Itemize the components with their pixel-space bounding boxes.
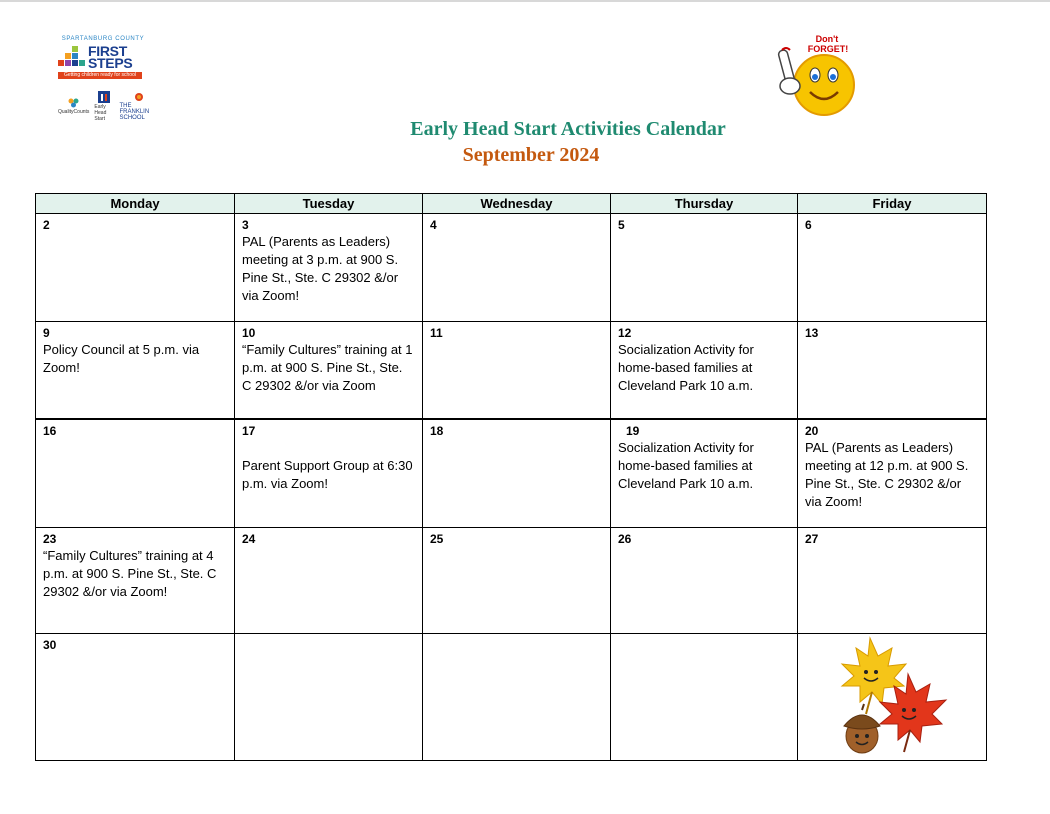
date-number: 11: [430, 326, 443, 340]
calendar-day-cell: [36, 420, 235, 527]
calendar-day-cell: [611, 634, 798, 760]
calendar-day-cell: [798, 634, 986, 760]
calendar-day-cell: [36, 634, 235, 760]
date-number: 27: [805, 532, 819, 546]
event-text: Parent Support Group at 6:30 p.m. via Zoom!: [242, 458, 413, 491]
sticker-text-dont: Don't: [815, 34, 839, 44]
partner-label: THE FRANKLIN SCHOOL: [119, 103, 150, 121]
date-number: 23: [43, 532, 57, 546]
date-number: 24: [242, 532, 256, 546]
calendar-day-cell: [235, 420, 423, 527]
calendar-day-cell: [611, 214, 798, 321]
logo-word-first: FIRST: [88, 43, 127, 59]
calendar-day-cell: [798, 420, 986, 527]
date-number: 3: [242, 218, 249, 232]
event-text: PAL (Parents as Leaders) meeting at 12 p.m. at 900 S. Pine St., Ste. C 29302 &/or via Zoom!: [805, 440, 969, 509]
calendar-week-row: [36, 634, 986, 760]
calendar-day-cell: [423, 420, 611, 527]
franklin-school-logo: [119, 91, 158, 121]
date-number: 17: [242, 424, 256, 438]
calendar-day-cell: [235, 322, 423, 418]
event-text: “Family Cultures” training at 4 p.m. at 900 S. Pine St., Ste. C 29302 &/or via Zoom!: [43, 548, 217, 599]
date-number: 16: [43, 424, 57, 438]
calendar-day-cell: [611, 322, 798, 418]
dont-forget-smiley-icon: [770, 30, 860, 120]
date-number: 4: [430, 218, 437, 232]
calendar-day-cell: [235, 528, 423, 633]
date-number: 20: [805, 424, 819, 438]
logo-county-text: SPARTANBURG COUNTY: [61, 36, 145, 42]
date-number: 2: [43, 218, 50, 232]
logo-blocks-icon: [58, 44, 84, 70]
logo-main-row: [58, 44, 158, 70]
calendar-day-cell: [36, 528, 235, 633]
calendar-day-cell: [798, 322, 986, 418]
date-number: 30: [43, 638, 57, 652]
calendar-day-cell: [36, 322, 235, 418]
first-steps-logo: [58, 36, 158, 122]
day-header-friday: Friday: [872, 196, 912, 211]
calendar-week-row: [36, 322, 986, 420]
date-number: 18: [430, 424, 444, 438]
date-number: 12: [618, 326, 632, 340]
logo-tagline: Getting children ready for school: [58, 72, 142, 79]
calendar-day-cell: [423, 214, 611, 321]
day-header-tuesday: Tuesday: [235, 194, 423, 213]
event-text: Socialization Activity for home-based families at Cleveland Park 10 a.m.: [618, 440, 754, 491]
event-text: PAL (Parents as Leaders) meeting at 3 p.m. at 900 S. Pine St., Ste. C 29302 &/or via Zoom!: [242, 234, 399, 303]
sticker-text-forget: FORGET!: [807, 44, 849, 54]
day-header-monday: Monday: [36, 194, 235, 213]
calendar-week-row: [36, 214, 986, 322]
date-number: 6: [805, 218, 812, 232]
date-number: 9: [43, 326, 50, 340]
calendar-day-cell: [36, 214, 235, 321]
page-subtitle: September 2024: [462, 144, 600, 166]
calendar-day-cell: [611, 420, 798, 527]
calendar-day-cell: [611, 528, 798, 633]
day-header-wednesday: Wednesday: [423, 194, 611, 213]
autumn-leaves-acorn-icon: [826, 634, 954, 760]
calendar-week-row: [36, 528, 986, 634]
calendar-day-cell: [423, 322, 611, 418]
event-text: Socialization Activity for home-based families at Cleveland Park 10 a.m.: [618, 342, 754, 393]
day-header-thursday: Thursday: [611, 194, 798, 213]
partner-label: Early Head Start: [94, 104, 107, 122]
date-number: 10: [242, 326, 256, 340]
calendar-table: [35, 193, 987, 761]
date-number: 5: [618, 218, 625, 232]
calendar-day-cell: [235, 214, 423, 321]
event-text: “Family Cultures” training at 1 p.m. at 900 S. Pine St., Ste. C 29302 &/or via Zoom: [242, 342, 413, 393]
quality-counts-logo: [58, 97, 89, 115]
calendar-week-row: [36, 420, 986, 528]
calendar-day-cell: [798, 214, 986, 321]
date-number: 26: [618, 532, 632, 546]
page-title: Early Head Start Activities Calendar: [410, 118, 726, 140]
event-text: Policy Council at 5 p.m. via Zoom!: [43, 342, 200, 375]
top-border-line: [0, 0, 1050, 2]
date-number: 25: [430, 532, 444, 546]
date-number: 13: [805, 326, 819, 340]
calendar-day-cell: [423, 528, 611, 633]
logo-word-steps: STEPS: [88, 55, 133, 71]
partner-label: QualityCounts: [58, 109, 90, 115]
calendar-day-cell: [423, 634, 611, 760]
calendar-header-row: [36, 194, 986, 214]
calendar-day-cell: [235, 634, 423, 760]
date-number: 19: [626, 424, 640, 438]
calendar-day-cell: [798, 528, 986, 633]
